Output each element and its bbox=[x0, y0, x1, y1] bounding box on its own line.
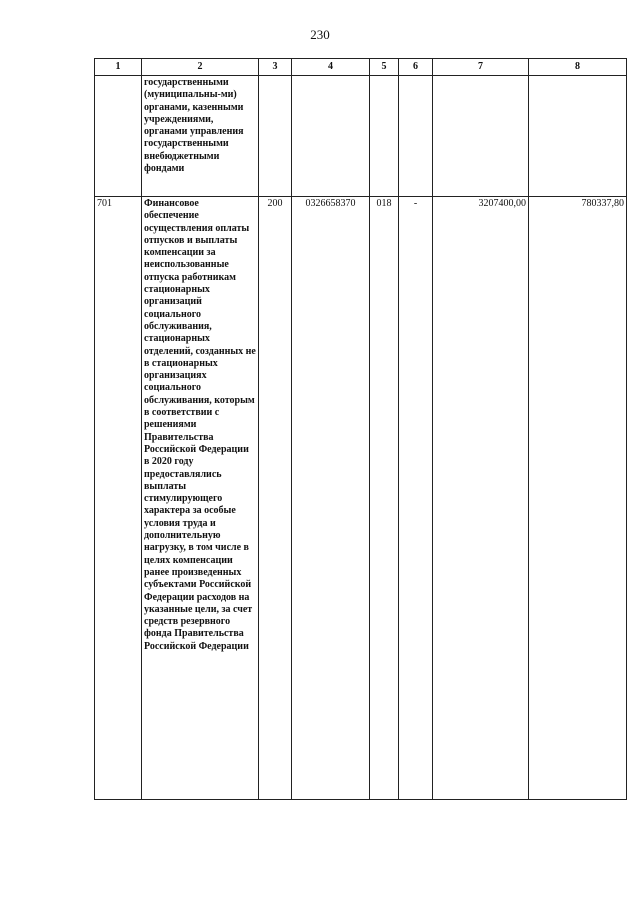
cell-col-4: 0326658370 bbox=[292, 197, 370, 800]
header-col-2: 2 bbox=[142, 59, 259, 76]
cell-col-5 bbox=[370, 76, 399, 197]
header-col-3: 3 bbox=[259, 59, 292, 76]
cell-col-3: 200 bbox=[259, 197, 292, 800]
header-col-5: 5 bbox=[370, 59, 399, 76]
cell-col-5: 018 bbox=[370, 197, 399, 800]
cell-description: Финансовое обеспечение осуществления оплаты отпусков и выплаты компенсации за неиспользованные отпуска работникам стационарных организаций социального обслуживания, стационарных отделений, созданных не в стационарных организациях социального обслуживания, которым в соответствии с решениями Правительства Российской Федерации в 2020 году предоставлялись выплаты стимулирующего характера за особые условия труда и дополнительную нагрузку, в том числе в целях компенсации ранее произведенных субъектами Российской Федерации расходов на указанные цели, за счет средств резервного фонда Правительства Российской Федерации bbox=[142, 197, 259, 800]
cell-col-6: - bbox=[399, 197, 433, 800]
header-col-8: 8 bbox=[529, 59, 627, 76]
cell-code bbox=[95, 76, 142, 197]
header-col-4: 4 bbox=[292, 59, 370, 76]
cell-col-6 bbox=[399, 76, 433, 197]
cell-col-7 bbox=[433, 76, 529, 197]
table-row bbox=[95, 197, 627, 800]
cell-col-8: 780337,80 bbox=[529, 197, 627, 800]
header-row bbox=[95, 59, 627, 76]
cell-col-7: 3207400,00 bbox=[433, 197, 529, 800]
budget-table bbox=[94, 58, 627, 800]
header-col-1: 1 bbox=[95, 59, 142, 76]
cell-col-4 bbox=[292, 76, 370, 197]
cell-description: государственными (муниципальны-ми) органами, казенными учреждениями, органами управления государственными внебюджетными фондами bbox=[142, 76, 259, 197]
cell-col-3 bbox=[259, 76, 292, 197]
page-number: 230 bbox=[310, 27, 330, 42]
cell-code: 701 bbox=[95, 197, 142, 800]
table-row-continuation bbox=[95, 76, 627, 197]
cell-col-8 bbox=[529, 76, 627, 197]
header-col-7: 7 bbox=[433, 59, 529, 76]
header-col-6: 6 bbox=[399, 59, 433, 76]
